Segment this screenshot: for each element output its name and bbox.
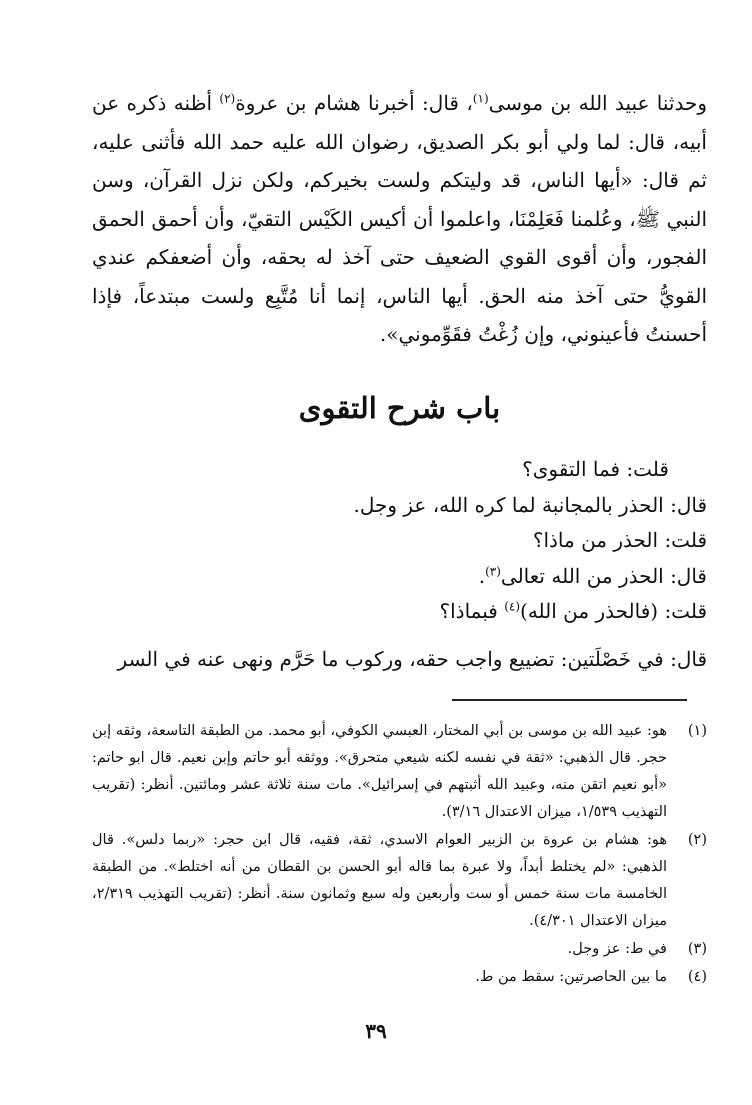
dialogue-line-6: قال: في خَصْلَتين: تضييع واجب حقه، وركوب ما حَرَّم ونهى عنه في السر <box>117 646 707 671</box>
paragraph-text-3: أظنه ذكره عن أبيه، قال: لما ولي أبو بكر الصديق، رضوان الله عليه حمد الله فأثنى عليه، ثم قال: «أيها الناس، قد وليتكم ولست بخيركم، ولكن نزل القرآن، وسن النبي ﷺ، وعُلمنا فَعَلِمْنَا، واعلموا أن أكيس الكَيْس التقيّ، وأن أحمق الحمق الفجور، وأن أقوى القوي الضعيف حتى آخذ له بحقه، وأن أضعفكم عندي القويُّ حتى آخذ منه الحق. أيها الناس، إنما أنا مُتَّبِع ولست مبتدعاً، فإذا أحسنتُ فأعينوني، وإن زُغْتُ فقَوِّموني». <box>92 91 708 346</box>
footnote-4 <box>92 964 707 991</box>
footnote-ref-3[interactable]: (٣) <box>485 563 501 578</box>
dialogue-line-5-text: قلت: (فالحذر من الله) <box>520 599 707 623</box>
paragraph-text-1: وحدثنا عبيد الله بن موسى <box>488 91 708 115</box>
dialogue-line-4-text: قال: الحذر من الله تعالى <box>500 563 707 588</box>
footnote-text: في ط: عز وجل. <box>567 941 667 957</box>
dialogue-line-2: قال: الحذر بالمجانبة لما كره الله، عز وجل. <box>353 492 707 517</box>
footnote-text: ما بين الحاصرتين: سقط من ط. <box>475 969 667 985</box>
dialogue-line-1: قلت: فما التقوى؟ <box>522 457 669 481</box>
dialogue-line-4-end: . <box>478 563 486 588</box>
footnote-text: هو: هشام بن عروة بن الزبير العوام الاسدي، ثقة، فقيه، قال ابن حجر: «ربما دلس». قال الذهبي: «لم يختلط أبداً، ولا عبرة بما قاله أبو الحسن بن القطان من أنه اختلط». من الطبقة الخامسة مات سنة خمس أو ست وأربعين وله سبع وثمانون سنة. أنظر: (تقريب التهذيب ٢/٣١٩، ميزان الاعتدال ٤/٣٠١). <box>92 832 667 929</box>
footnote-1 <box>92 718 707 826</box>
dialogue-line-3: قلت: الحذر من ماذا؟ <box>532 528 707 552</box>
footnote-2 <box>92 827 707 935</box>
footnotes-section <box>92 718 707 992</box>
footnote-text: هو: عبيد الله بن موسى بن أبي المختار، العبسي الكوفي، أبو محمد. من الطبقة التاسعة، وثقه إبن حجر. قال الذهبي: «ثقة في نفسه لكنه شيعي متحرق». ووثقه أبو حاتم وإبن نعيم. قال ابو حاتم: «أبو نعيم اتقن منه، وعبيد الله أثبتهم في إسرائيل». مات سنة ثلاثة عشر ومائتين. أنظر: (تقريب التهذيب ١/٥٣٩، ميزان الاعتدال ٣/١٦). <box>92 723 667 820</box>
footnote-separator <box>452 699 687 701</box>
main-paragraph <box>92 84 707 354</box>
footnote-ref-4[interactable]: (٤) <box>504 599 521 614</box>
footnote-3 <box>92 936 707 963</box>
footnote-number: (٢) <box>687 832 707 848</box>
dialogue-line-4 <box>92 559 707 595</box>
dialogue-line-5 <box>92 594 707 630</box>
paragraph-text-2: ، قال: أخبرنا هشام بن عروة <box>235 91 473 115</box>
footnote-ref-1[interactable]: (١) <box>472 91 489 106</box>
page-number: ٣٩ <box>365 1019 387 1043</box>
narration-paragraph <box>92 84 707 354</box>
dialogue-block <box>92 452 707 677</box>
dialogue-line-5-end: فبماذا؟ <box>439 599 505 623</box>
chapter-heading: باب شرح التقوى <box>298 391 501 425</box>
footnote-ref-2[interactable]: (٢) <box>219 91 236 106</box>
footnote-number: (٣) <box>687 941 707 957</box>
footnote-number: (١) <box>687 723 707 739</box>
footnote-number: (٤) <box>687 969 707 985</box>
